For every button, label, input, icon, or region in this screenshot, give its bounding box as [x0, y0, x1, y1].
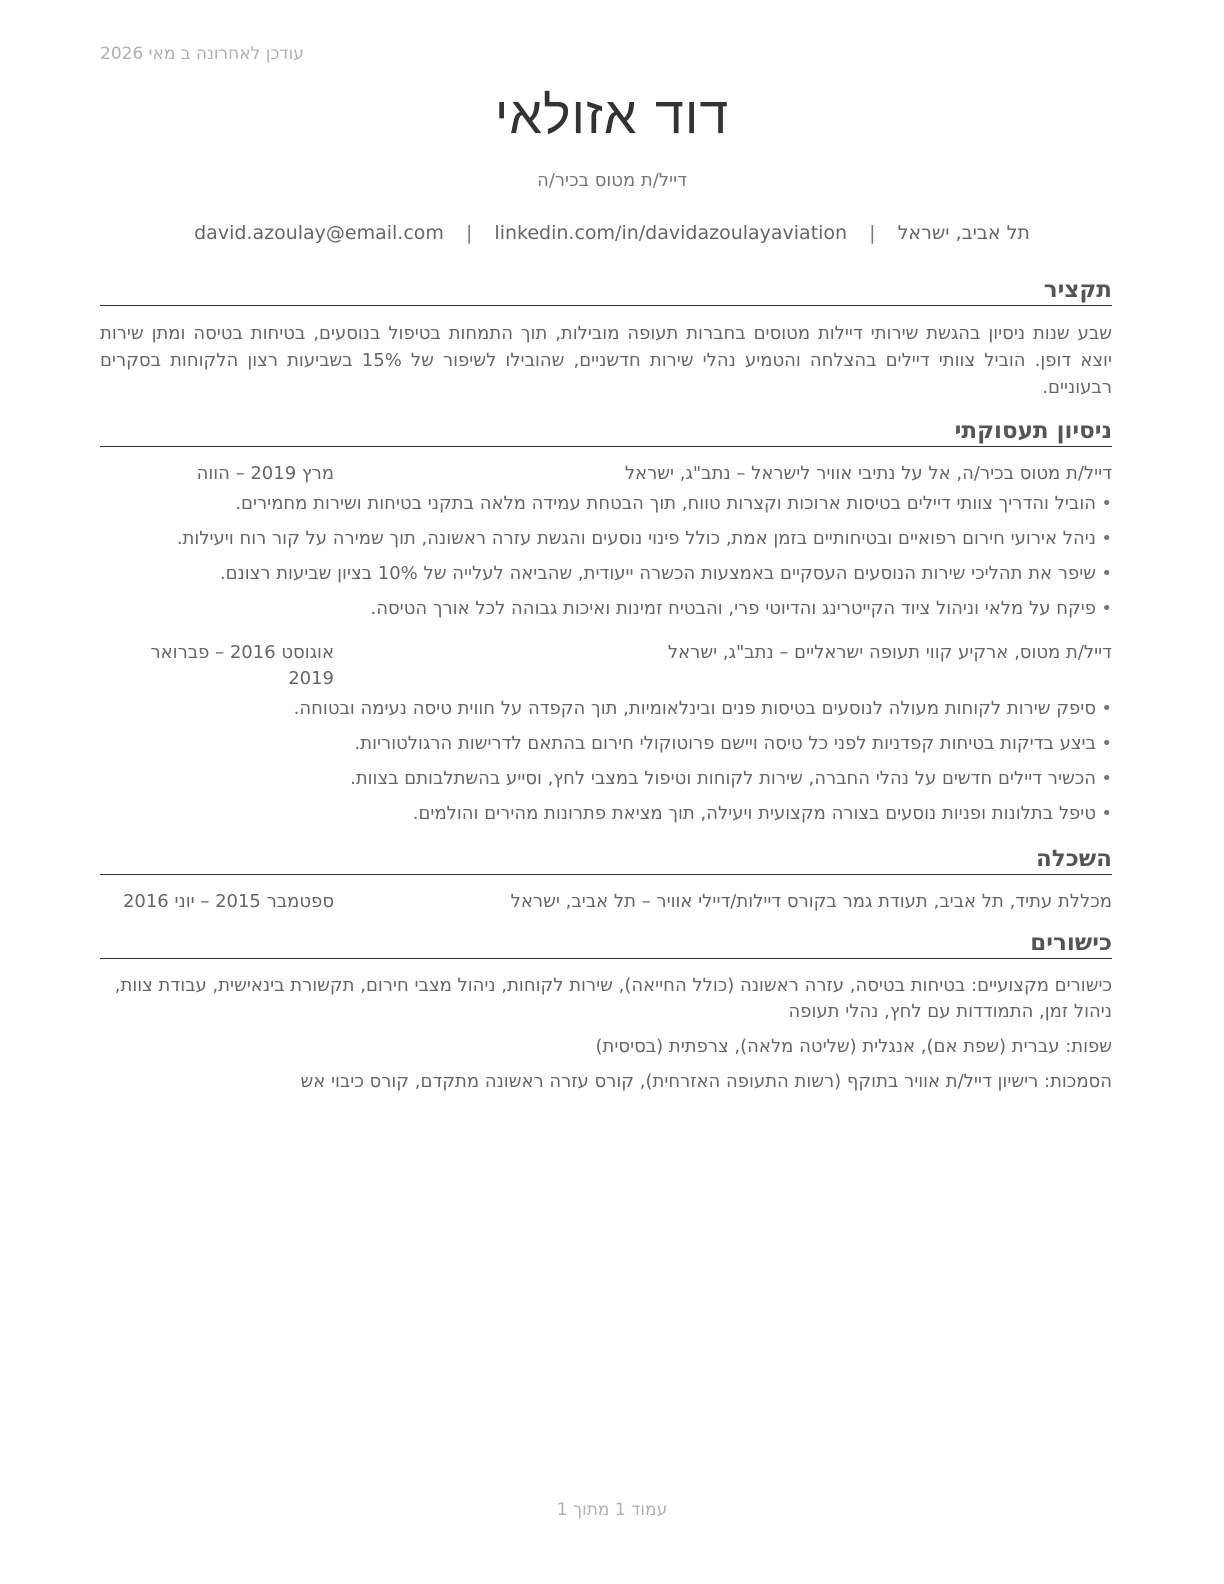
job-bullet: • ביצע בדיקות בטיחות קפדניות לפני כל טיסה ויישם פרוטוקולי חירום בהתאם לדרישות הרגולטוריות.	[100, 731, 1112, 757]
resume-body	[100, 276, 1112, 1104]
job-bullets	[100, 696, 1112, 827]
contact-line	[0, 222, 1224, 244]
contact-location: תל אביב, ישראל	[897, 222, 1030, 244]
job-dates: אוגוסט 2016 – פברואר 2019	[150, 642, 334, 689]
job-header	[100, 461, 1112, 487]
contact-linkedin[interactable]: linkedin.com/in/davidazoulayaviation	[494, 222, 848, 244]
experience-heading: ניסיון תעסוקתי	[100, 417, 1112, 447]
contact-email[interactable]: david.azoulay@email.com	[194, 222, 444, 244]
education-heading: השכלה	[100, 845, 1112, 875]
job-bullet: • הכשיר דיילים חדשים על נהלי החברה, שירות לקוחות וטיפול במצבי לחץ, וסייע בהשתלבותם בצוות.	[100, 766, 1112, 792]
contact-separator: |	[465, 222, 473, 244]
skills-languages: שפות: עברית (שפת אם), אנגלית (שליטה מלאה), צרפתית (בסיסית)	[595, 1036, 1112, 1057]
summary-section	[100, 276, 1112, 401]
candidate-title: דייל/ת מטוס בכיר/ה	[537, 170, 687, 191]
summary-text: שבע שנות ניסיון בהגשת שירותי דיילות מטוסים בחברות תעופה מובילות, תוך התמחות בטיפול בנוסעים, בטיחות בטיסה ומתן שירות יוצא דופן. הוביל צוותי דיילים בהצלחה והטמיע נהלי שירות חדשניים, שהובילו לשיפור של 15% בשביעות רצון הלקוחות בסקרים רבעוניים.	[100, 323, 1112, 398]
job-bullet: • סיפק שירות לקוחות מעולה לנוסעים בטיסות פנים ובינלאומיות, תוך הקפדה על חווית טיסה נעימה ובטוחה.	[100, 696, 1112, 722]
job-bullet: • טיפל בתלונות ופניות נוסעים בצורה מקצועית ויעילה, תוך מציאת פתרונות מהירים והולמים.	[100, 801, 1112, 827]
page-number-footer: עמוד 1 מתוך 1	[556, 1500, 668, 1520]
job-dates: מרץ 2019 – הווה	[196, 463, 334, 484]
education-school: מכללת עתיד, תל אביב, תעודת גמר בקורס דיילות/דיילי אוויר – תל אביב, ישראל	[510, 891, 1112, 912]
contact-separator: |	[869, 222, 876, 244]
education-dates: ספטמבר 2015 – יוני 2016	[122, 891, 334, 912]
summary-heading: תקציר	[100, 276, 1112, 306]
job-bullet: • פיקח על מלאי וניהול ציוד הקייטרינג והדיוטי פרי, והבטיח זמינות ואיכות גבוהה לכל אורך הטיסה.	[100, 596, 1112, 622]
job-bullet: • ניהל אירועי חירום רפואיים ובטיחותיים בזמן אמת, כולל פינוי נוסעים והגשת עזרה ראשונה, תוך שמירה על קור רוח ויעילות.	[100, 526, 1112, 552]
skills-certifications: הסמכות: רישיון דייל/ת אוויר בתוקף (רשות התעופה האזרחית), קורס עזרה ראשונה מתקדם, קורס כיבוי אש	[300, 1071, 1112, 1092]
job-entry	[100, 640, 1112, 827]
candidate-name: דוד אזולאי	[494, 86, 730, 146]
job-role: דייל/ת מטוס בכיר/ה, אל על נתיבי אוויר לישראל – נתב"ג, ישראל	[624, 463, 1112, 484]
experience-section	[100, 417, 1112, 827]
job-entry	[100, 461, 1112, 622]
job-bullet: • שיפר את תהליכי שירות הנוסעים העסקיים באמצעות הכשרה ייעודית, שהביאה לעלייה של 10% בציון שביעות רצונם.	[100, 561, 1112, 587]
skills-heading: כישורים	[100, 929, 1112, 959]
job-role: דייל/ת מטוס, ארקיע קווי תעופה ישראליים – נתב"ג, ישראל	[667, 642, 1112, 663]
education-section	[100, 845, 1112, 915]
job-header	[100, 640, 1112, 692]
education-entry	[100, 889, 1112, 915]
job-bullets	[100, 491, 1112, 622]
skills-professional: כישורים מקצועיים: בטיחות בטיסה, עזרה ראשונה (כולל החייאה), שירות לקוחות, ניהול מצבי חירום, תקשורת בינאישית, עבודת צוות, ניהול זמן, התמודדות עם לחץ, נהלי תעופה	[114, 975, 1112, 1022]
skills-section	[100, 929, 1112, 1095]
last-updated-note: עודכן לאחרונה ב מאי 2026	[100, 44, 304, 64]
job-bullet: • הוביל והדריך צוותי דיילים בטיסות ארוכות וקצרות טווח, תוך הבטחת עמידה מלאה בתקני בטיחות ושירות מחמירים.	[100, 491, 1112, 517]
